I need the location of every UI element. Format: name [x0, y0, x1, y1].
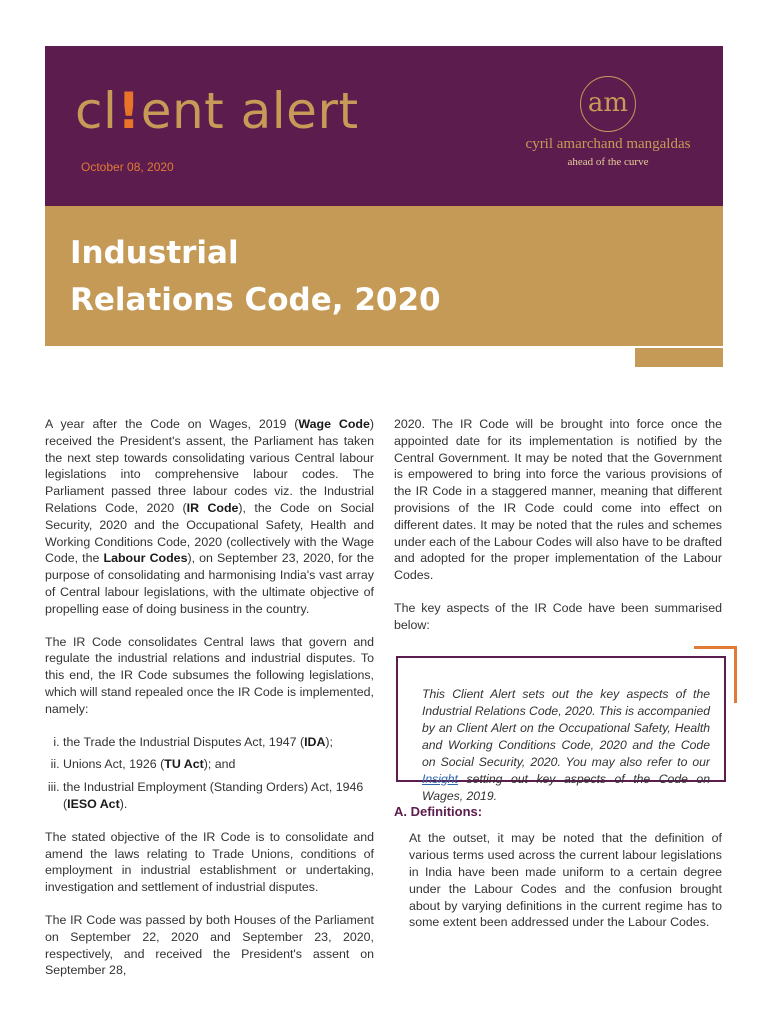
firm-tagline: ahead of the curve [567, 156, 649, 168]
commencement-paragraph: 2020. The IR Code will be brought into force once the appointed date for its implementation is notified by the Central Government. It may be noted that the Government is empowered to bring into force the various provisions of the IR Code in a staggered manner, meaning that different provisions of the IR Code could come into effect on different dates. It may be noted that the rules and schemes under each of the Labour Codes will also have to be drafted and adopted for the proper implementation of the Labour Codes. [394, 417, 722, 583]
list-item-text: the Industrial Employment (Standing Orders) Act, 1946 ( [63, 780, 364, 811]
list-item-abbrev: IESO Act [67, 796, 120, 811]
callout-box [396, 656, 726, 803]
callout-text-pre: This Client Alert sets out the key aspects of the Industrial Relations Code, 2020. This is accompanied by an Client Alert on the Occupational Safety, Health and Working Conditions Code, 2020 and the Code on Social Security, 2020. You may also refer to our [422, 686, 710, 769]
firm-logo [513, 76, 703, 168]
list-item-abbrev: TU Act [164, 757, 204, 772]
insight-link[interactable]: Insight [422, 771, 458, 786]
summary-intro-paragraph: The key aspects of the IR Code have been summarised below: [394, 600, 722, 632]
alert-date: October 08, 2020 [81, 160, 174, 174]
list-item-end: ); and [203, 757, 236, 772]
list-item [63, 734, 374, 751]
header-banner [45, 46, 723, 206]
list-item-text: Unions Act, 1926 ( [63, 757, 165, 772]
firm-name: cyril amarchand mangaldas [525, 136, 691, 152]
title-accent-block [635, 346, 723, 367]
section-a-heading: A. Definitions: [394, 803, 483, 819]
list-item-text: the Trade the Industrial Disputes Act, 1947 ( [63, 734, 305, 749]
callout-text [422, 686, 710, 805]
brand-post: ent alert [140, 82, 359, 140]
left-column [45, 416, 374, 995]
labour-codes-term: Labour Codes [103, 551, 188, 566]
list-item-end: ). [119, 796, 128, 811]
consolidation-paragraph: The IR Code consolidates Central laws that govern and regulate the industrial relations and industrial disputes. To this end, the IR Code subsumes the following legislations, which will stand repealed once the IR Code is implemented, namely: [45, 634, 374, 716]
intro-text-1: A year after the Code on Wages, 2019 ( [45, 417, 299, 431]
ir-code-term: IR Code [186, 500, 239, 515]
objective-paragraph: The stated objective of the IR Code is to consolidate and amend the laws relating to Trade Unions, conditions of employment in industrial establishment or undertaking, investigation and settlement of industrial disputes. [45, 829, 374, 895]
intro-paragraph [45, 416, 374, 618]
right-column [394, 416, 722, 947]
title-line-2: Relations Code, 2020 [70, 282, 441, 318]
title-band [45, 206, 723, 346]
list-item-abbrev: IDA [304, 734, 326, 749]
list-item [63, 779, 374, 813]
intro-text-4: ), on September 23, 2020, for the purpose of consolidating and harmonising India's vast array of Central labour legislations, with the ultimate objective of propelling ease of doing business in the country. [45, 551, 374, 616]
passage-paragraph: The IR Code was passed by both Houses of the Parliament on September 22, 2020 and September 23, 2020, respectively, and received the President's assent on September 28, [45, 912, 374, 978]
repealed-legislation-list [45, 734, 374, 813]
definitions-paragraph: At the outset, it may be noted that the definition of various terms used across the current labour legislations in India have been made uniform to a certain degree under the Labour Codes and the confusion brought about by varying definitions in the current regime has to some extent been addressed under the Labour Codes. [409, 831, 722, 930]
list-item [63, 756, 374, 773]
intro-text-2: ) received the President's assent, the Parliament has taken the next step towards consolidating various Central labour legislations into comprehensive labour codes. The Parliament passed three labour codes viz. the Industrial Relations Code, 2020 ( [45, 417, 374, 515]
am-logo-icon: am [580, 76, 636, 132]
intro-text-3: ), the Code on Social Security, 2020 and the Occupational Safety, Health and Working Conditions Code, 2020 (collectively with the Wage Code, the [45, 500, 374, 566]
callout-text-post: setting out key aspects of the Code on Wages, 2019. [422, 771, 710, 803]
title-accent-divider [635, 346, 723, 348]
brand-pre: cl [75, 82, 118, 140]
client-alert-brand [75, 82, 359, 140]
document-title [70, 230, 441, 324]
wage-code-term: Wage Code [298, 417, 370, 431]
brand-exclamation: ! [117, 82, 141, 140]
list-item-end: ); [325, 734, 333, 749]
title-line-1: Industrial [70, 235, 239, 271]
